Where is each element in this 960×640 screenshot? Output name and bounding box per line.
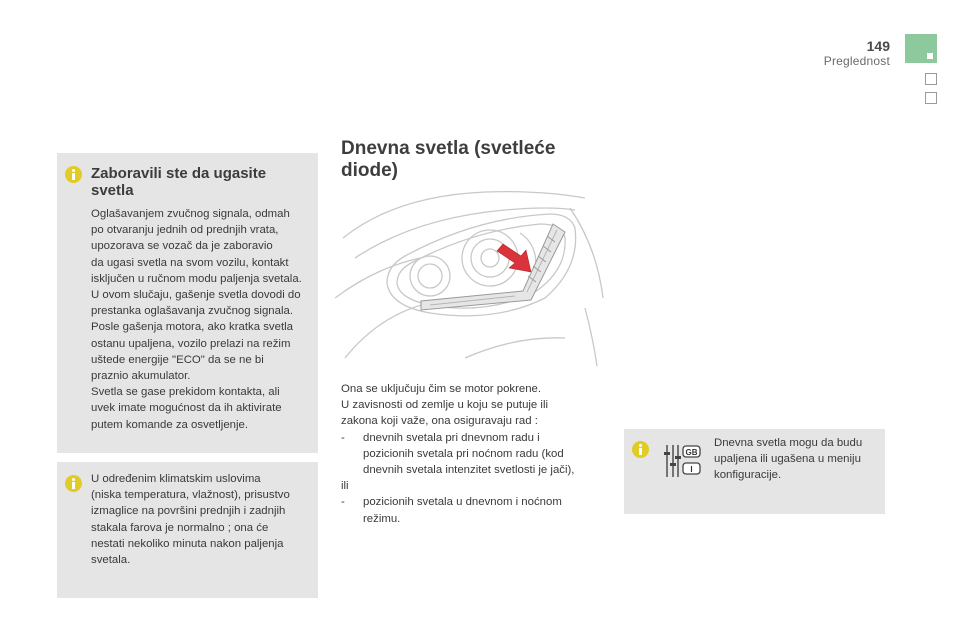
section-title <box>341 138 555 182</box>
title-line: Zaboravili ste da ugasite <box>91 165 267 182</box>
config-icon-label-top: GB <box>685 448 698 457</box>
text-line: upozorava se vozač da je zaboravio <box>91 240 273 253</box>
info-icon <box>65 475 82 492</box>
text-line: pozicionih svetala u dnevnom i noćnom <box>363 496 562 509</box>
text-line: U ovom slučaju, gašenje svetla dovodi do <box>91 289 301 302</box>
text-line: ili <box>341 480 349 493</box>
page-number: 149 <box>866 38 890 54</box>
list-dash: - <box>341 431 345 444</box>
list-item <box>341 430 574 446</box>
text-line: zakona koji važe, ona osiguravaju rad : <box>341 415 538 428</box>
text-line: isključen u ručnom modu paljenja svetala. <box>91 272 302 285</box>
text-line: praznio akumulator. <box>91 370 191 383</box>
text-line: dnevnih svetala pri dnevnom radu i <box>363 431 540 444</box>
info-icon <box>65 166 82 183</box>
title-line: Dnevna svetla (svetleće <box>341 138 556 159</box>
headlamp-illustration <box>335 188 605 368</box>
text-line: dnevnih svetala intenzitet svetlosti je jači), <box>363 464 575 477</box>
section-name: Preglednost <box>823 54 890 68</box>
text-line: upaljena ili ugašena u meniju <box>714 453 861 466</box>
tab-marker-icon <box>927 53 933 59</box>
text-line: po otvaranju jednih od prednjih vrata, <box>91 224 279 237</box>
text-line: uvek imate mogućnost da ih aktivirate <box>91 402 282 415</box>
text-line: (niska temperatura, vlažnost), prisustvo <box>91 489 290 502</box>
title-line: svetla <box>91 182 134 199</box>
config-menu-icon <box>663 443 703 479</box>
text-line: Svetla se gase prekidom kontakta, ali <box>91 386 280 399</box>
text-line: da ugasi svetla na svom vozilu, kontakt <box>91 256 289 269</box>
title-line: diode) <box>341 160 398 181</box>
text-line: U određenim klimatskim uslovima <box>91 473 261 485</box>
info-icon <box>632 441 649 458</box>
text-line: Dnevna svetla mogu da budu <box>714 437 863 449</box>
text-line: svetala. <box>91 554 131 567</box>
config-icon-label-bottom: I <box>690 465 693 474</box>
list-item <box>341 494 574 510</box>
section-tab-empty-1[interactable] <box>925 73 937 85</box>
info-box-text <box>91 206 302 433</box>
info-box-text <box>91 471 290 568</box>
section-tab-active[interactable] <box>905 34 937 63</box>
text-line: Oglašavanjem zvučnog signala, odmah <box>91 208 290 220</box>
text-line: ostanu upaljena, vozilo prelazi na režim <box>91 337 291 350</box>
info-box-condensation <box>57 462 318 598</box>
text-line: nestati nekoliko minuta nakon paljenja <box>91 537 284 550</box>
text-line: putem komande za osvetljenje. <box>91 418 249 431</box>
info-box-lights-reminder <box>57 153 318 453</box>
section-tab-empty-2[interactable] <box>925 92 937 104</box>
info-box-text <box>714 435 862 484</box>
text-line: režimu. <box>363 512 401 525</box>
list-dash: - <box>341 496 345 509</box>
text-line: prestanka oglašavanja zvučnog signala. <box>91 305 294 318</box>
text-line: konfiguracije. <box>714 469 782 482</box>
main-text <box>341 381 574 527</box>
text-line: Ona se uključuju čim se motor pokrene. <box>341 383 542 395</box>
text-line: izmaglice na površini prednjih i zadnjih <box>91 505 286 518</box>
text-line: Posle gašenja motora, ako kratka svetla <box>91 321 293 334</box>
text-line: uštede energije "ECO" da se ne bi <box>91 353 264 366</box>
text-line: pozicionih svetala pri noćnom radu (kod <box>363 447 564 460</box>
text-line: U zavisnosti od zemlje u koju se putuje ili <box>341 399 549 412</box>
text-line: stakala farova je normalno ; ona će <box>91 521 269 534</box>
info-box-title <box>91 165 266 199</box>
info-box-config <box>624 429 885 514</box>
red-arrow-icon <box>497 244 531 272</box>
